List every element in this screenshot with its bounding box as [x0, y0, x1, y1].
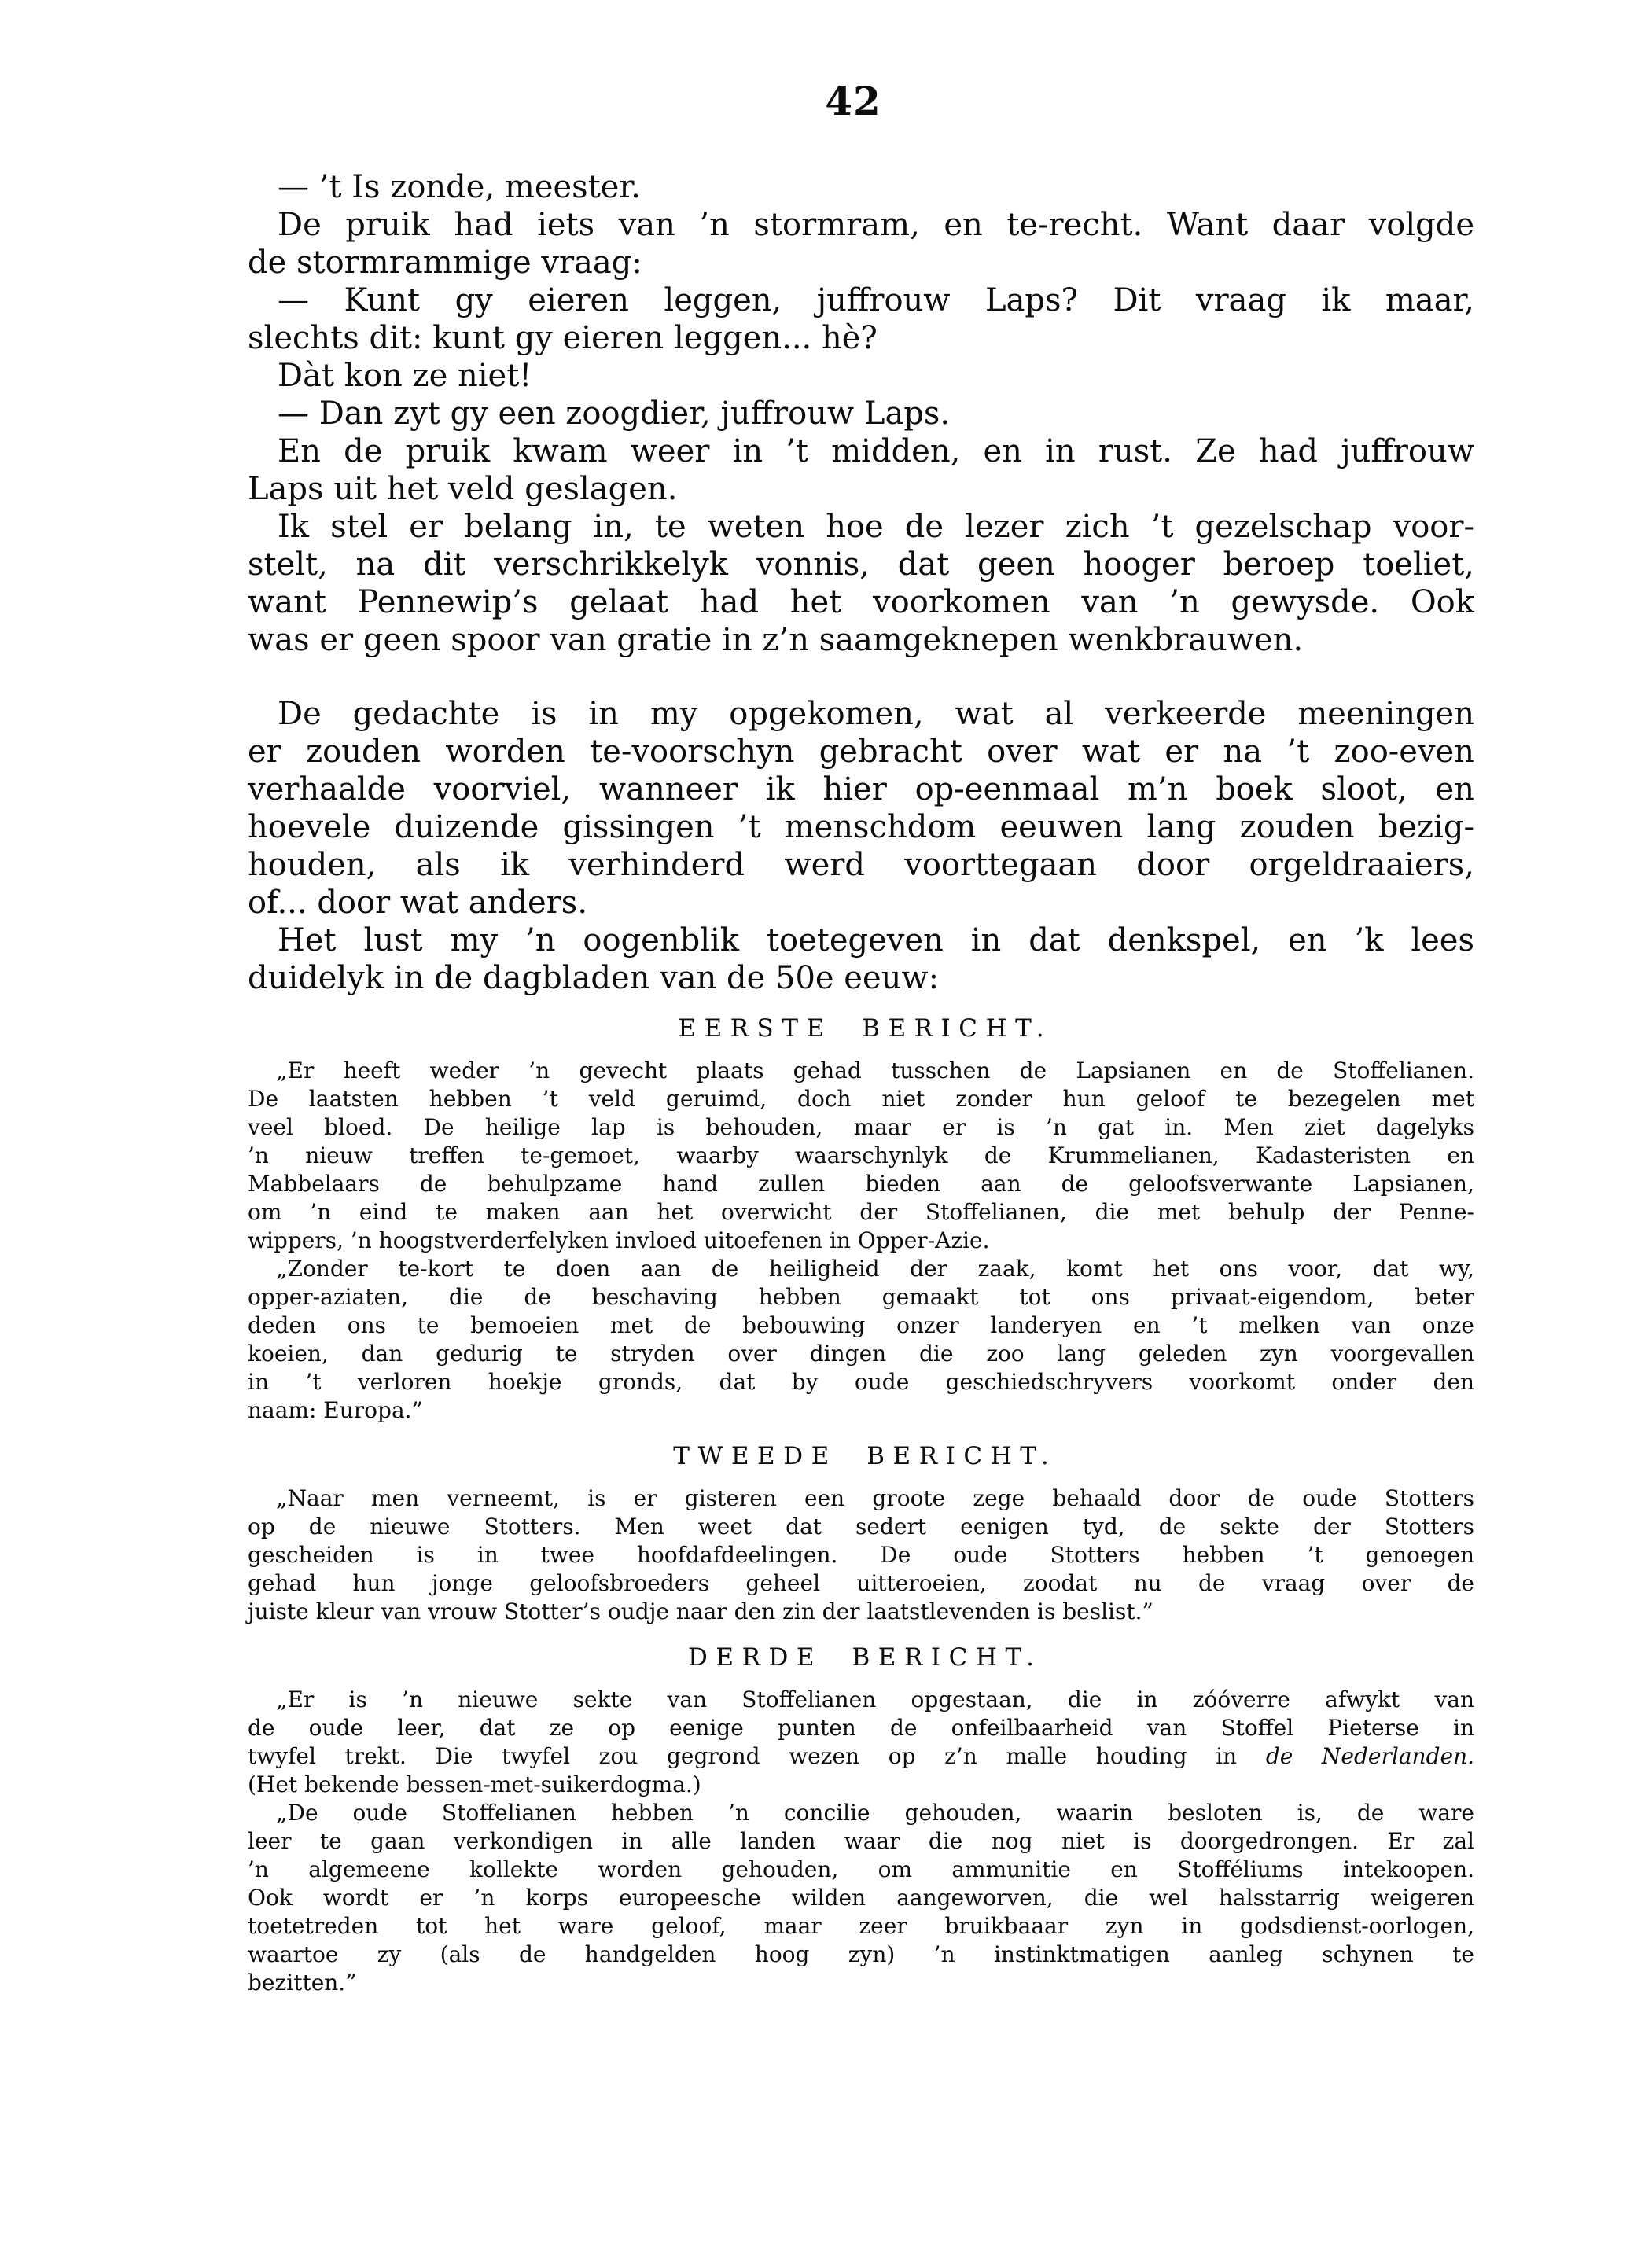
text-line: waartoe zy (als de handgelden hoog zyn) ’n instinktmatigen aanleg schynen te [248, 1941, 1474, 1967]
text-line: „Naar men verneemt, is er gisteren een groote zege behaald door de oude Stotters [276, 1485, 1474, 1511]
text-line: want Pennewip’s gelaat had het voorkomen van ’n gewysde. Ook [248, 584, 1474, 620]
text-line: ’n algemeene kollekte worden gehouden, om ammunitie en Stofféliums intekoopen. [248, 1856, 1474, 1882]
text-line: „De oude Stoffelianen hebben ’n concilie gehouden, waarin besloten is, de ware [276, 1800, 1474, 1826]
text-line: slechts dit: kunt gy eieren leggen... hè? [248, 320, 878, 356]
text-line: „Er is ’n nieuwe sekte van Stoffelianen opgestaan, die in zóóverre afwykt van [276, 1687, 1474, 1712]
paragraph [248, 695, 1474, 921]
text-line: ’n nieuw treffen te-gemoet, waarby waarschynlyk de Krummelianen, Kadasteristen en [248, 1142, 1474, 1168]
text-line: Ik stel er belang in, te weten hoe de lezer zich ’t gezelschap voor- [278, 509, 1474, 545]
paragraph [248, 206, 1474, 281]
bericht-eerste-text [248, 1057, 1474, 1425]
text-line: De pruik had iets van ’n stormram, en te-recht. Want daar volgde [278, 207, 1474, 243]
bericht-derde-text [248, 1686, 1474, 1997]
text-line: er zouden worden te-voorschyn gebracht over wat er na ’t zoo-even [248, 734, 1474, 770]
text-line: om ’n eind te maken aan het overwicht der Stoffelianen, die met behulp der Penne- [248, 1199, 1474, 1225]
text-line: deden ons te bemoeien met de bebouwing onzer landeryen en ’t melken van onze [248, 1312, 1474, 1338]
text-line: — ’t Is zonde, meester. [278, 169, 641, 205]
text-line: juiste kleur van vrouw Stotter’s oudje naar den zin der laatstlevenden is beslist.” [248, 1598, 1153, 1624]
text-line: toetetreden tot het ware geloof, maar zeer bruikbaaar zyn in godsdienst-oorlogen, [248, 1913, 1474, 1939]
text-line: Mabbelaars de behulpzame hand zullen bieden aan de geloofsverwante Lapsianen, [248, 1171, 1474, 1197]
text-line: hoevele duizende gissingen ’t menschdom eeuwen lang zouden bezig- [248, 809, 1474, 845]
paragraph [248, 1484, 1474, 1626]
text-line: (Het bekende bessen-met-suikerdogma.) [248, 1771, 701, 1797]
main-text-block [248, 168, 1474, 997]
text-line: Ook wordt er ’n korps europeesche wilden aangeworven, die wel halsstarrig weigeren [248, 1885, 1474, 1911]
paragraph [248, 432, 1474, 508]
text-line: gescheiden is in twee hoofdafdeelingen. De oude Stotters hebben ’t genoegen [248, 1542, 1474, 1568]
text-line: of... door wat anders. [248, 885, 588, 921]
text-line: bezitten.” [248, 1970, 357, 1996]
text-line: En de pruik kwam weer in ’t midden, en in rust. Ze had juffrouw [278, 433, 1474, 469]
paragraph [248, 1686, 1474, 1799]
text-line: gehad hun jonge geloofsbroeders geheel uitteroeien, zoodat nu de vraag over de [248, 1570, 1474, 1596]
text-line: de stormrammige vraag: [248, 245, 642, 281]
paragraph [248, 921, 1474, 997]
text-line: Het lust my ’n oogenblik toetegeven in dat denkspel, en ’k lees [278, 922, 1474, 958]
page-number: 42 [825, 78, 881, 124]
paragraph [248, 357, 1474, 395]
bericht-heading-eerste: EERSTE BERICHT. [678, 1014, 1053, 1043]
text-line [248, 1742, 1474, 1771]
text-line: verhaalde voorviel, wanneer ik hier op-eenmaal m’n boek sloot, en [248, 771, 1474, 807]
text-segment: twyfel trekt. Die twyfel zou gegrond wezen op z’n malle houding in [248, 1743, 1266, 1769]
paragraph [248, 1255, 1474, 1425]
text-segment-italic: de Nederlanden. [1265, 1743, 1474, 1769]
bericht-tweede-text [248, 1484, 1474, 1626]
text-line: de oude leer, dat ze op eenige punten de onfeilbaarheid van Stoffel Pieterse in [248, 1715, 1474, 1741]
text-line: houden, als ik verhinderd werd voorttegaan door orgeldraaiers, [248, 847, 1474, 883]
text-line: naam: Europa.” [248, 1397, 423, 1423]
text-line: was er geen spoor van gratie in z’n saamgeknepen wenkbrauwen. [248, 622, 1304, 658]
paragraph [248, 281, 1474, 357]
text-line: koeien, dan gedurig te stryden over dingen die zoo lang geleden zyn voorgevallen [248, 1341, 1474, 1367]
text-line: duidelyk in de dagbladen van de 50e eeuw: [248, 960, 940, 996]
paragraph [248, 1057, 1474, 1255]
text-line: Dàt kon ze niet! [278, 358, 532, 394]
page-content [248, 168, 1474, 1997]
text-line: in ’t verloren hoekje gronds, dat by oude geschiedschryvers voorkomt onder den [248, 1369, 1474, 1395]
text-line: Laps uit het veld geslagen. [248, 471, 678, 507]
text-line: stelt, na dit verschrikkelyk vonnis, dat geen hooger beroep toeliet, [248, 546, 1474, 583]
text-line: opper-aziaten, die de beschaving hebben gemaakt tot ons privaat-eigendom, beter [248, 1284, 1474, 1310]
text-line: — Kunt gy eieren leggen, juffrouw Laps? Dit vraag ik maar, [278, 282, 1474, 318]
paragraph [248, 395, 1474, 432]
text-line: op de nieuwe Stotters. Men weet dat sedert eenigen tyd, de sekte der Stotters [248, 1514, 1474, 1540]
bericht-heading-tweede: TWEEDE BERICHT. [673, 1442, 1058, 1470]
text-line: „Zonder te-kort te doen aan de heiligheid der zaak, komt het ons voor, dat wy, [276, 1256, 1474, 1282]
text-line: De gedachte is in my opgekomen, wat al verkeerde meeningen [278, 696, 1474, 732]
text-line: „Er heeft weder ’n gevecht plaats gehad tusschen de Lapsianen en de Stoffelianen. [276, 1058, 1474, 1083]
paragraph [248, 508, 1474, 659]
text-line: — Dan zyt gy een zoogdier, juffrouw Laps. [278, 395, 951, 432]
text-line: De laatsten hebben ’t veld geruimd, doch niet zonder hun geloof te bezegelen met [248, 1086, 1474, 1112]
text-line: veel bloed. De heilige lap is behouden, maar er is ’n gat in. Men ziet dagelyks [248, 1114, 1474, 1140]
text-line: leer te gaan verkondigen in alle landen waar die nog niet is doorgedrongen. Er zal [248, 1828, 1474, 1854]
text-line: wippers, ’n hoogstverderfelyken invloed uitoefenen in Opper-Azie. [248, 1227, 990, 1253]
bericht-heading-derde: DERDE BERICHT. [688, 1643, 1043, 1672]
paragraph [248, 168, 1474, 206]
paragraph [248, 1799, 1474, 1997]
